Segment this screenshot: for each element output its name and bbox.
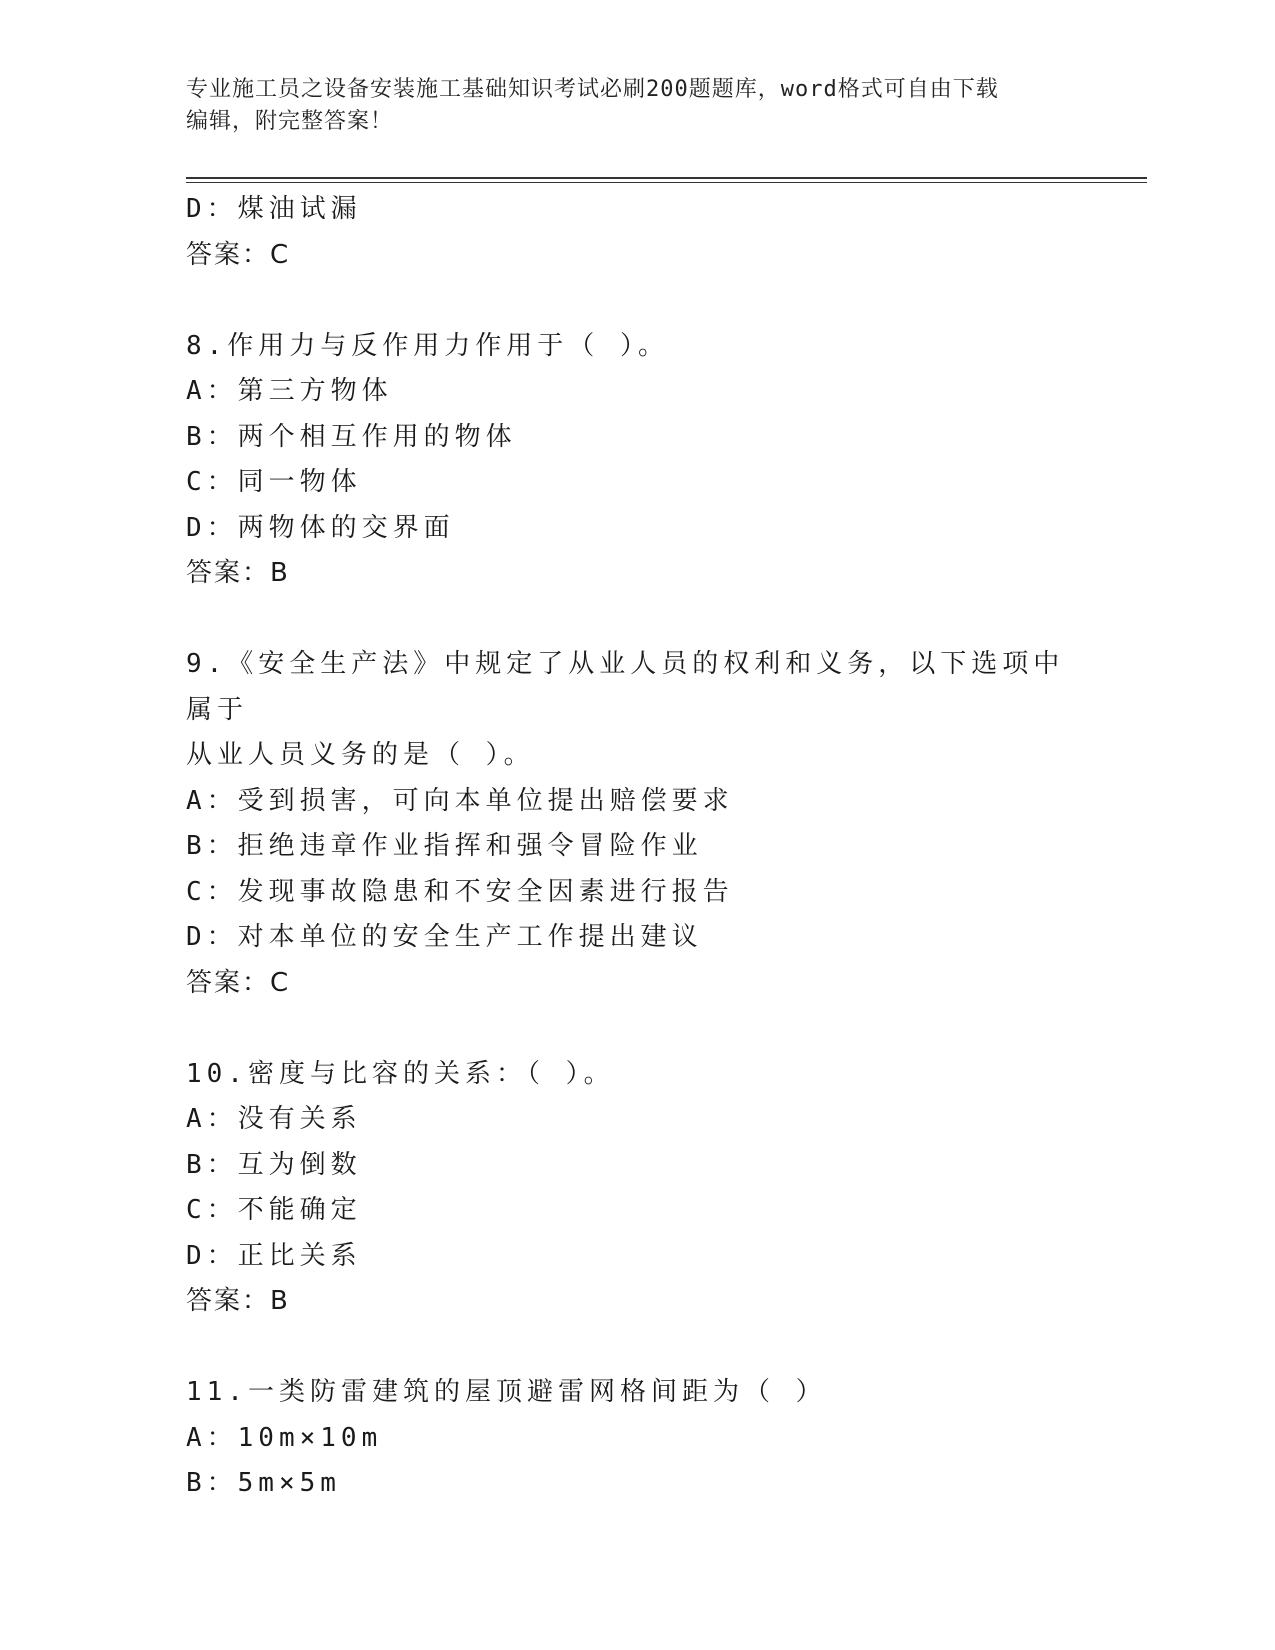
option-a: A：10m×10m xyxy=(186,1422,383,1453)
option-c: C：发现事故隐患和不安全因素进行报告 xyxy=(186,876,734,907)
question-8 xyxy=(186,324,1086,597)
spacer xyxy=(186,1325,1086,1371)
question-text: 11.一类防雷建筑的屋顶避雷网格间距为（ ） xyxy=(186,1377,827,1407)
option-b: B：两个相互作用的物体 xyxy=(186,421,517,452)
question-text: 8.作用力与反作用力作用于（ ）。 xyxy=(186,330,669,361)
document-header xyxy=(186,74,1066,138)
question-11 xyxy=(186,1370,1086,1507)
option-d: D：两物体的交界面 xyxy=(186,512,455,543)
question-10 xyxy=(186,1052,1086,1325)
spacer xyxy=(186,1006,1086,1052)
prev-answer: 答案：C xyxy=(186,239,291,270)
option-a: A：没有关系 xyxy=(186,1104,362,1134)
answer: 答案：B xyxy=(186,558,290,588)
option-c: C：不能确定 xyxy=(186,1195,362,1225)
prev-option-d: D：煤油试漏 xyxy=(186,194,362,224)
header-divider-thin xyxy=(186,182,1147,183)
header-title-line-2: 编辑，附完整答案！ xyxy=(186,109,394,134)
option-c: C：同一物体 xyxy=(186,467,362,497)
question-text-line-2: 从业人员义务的是（ ）。 xyxy=(186,740,535,770)
option-d: D：对本单位的安全生产工作提出建议 xyxy=(186,922,703,952)
question-list xyxy=(186,187,1086,1507)
answer: 答案：B xyxy=(186,1286,290,1316)
option-a: A：第三方物体 xyxy=(186,376,393,406)
option-b: B：拒绝违章作业指挥和强令冒险作业 xyxy=(186,831,703,861)
question-9 xyxy=(186,642,1086,1006)
option-d: D：正比关系 xyxy=(186,1240,362,1271)
answer: 答案：C xyxy=(186,967,291,998)
spacer xyxy=(186,278,1086,324)
spacer xyxy=(186,597,1086,643)
option-b: B：5m×5m xyxy=(186,1468,341,1498)
option-a: A：受到损害，可向本单位提出赔偿要求 xyxy=(186,785,734,816)
header-title-line-1: 专业施工员之设备安装施工基础知识考试必刷200题题库，word格式可自由下载 xyxy=(186,77,999,102)
option-b: B：互为倒数 xyxy=(186,1149,362,1180)
question-text-line-1: 9.《安全生产法》中规定了从业人员的权利和义务，以下选项中属于 xyxy=(186,649,1065,725)
question-text: 10.密度与比容的关系：（ ）。 xyxy=(186,1058,615,1089)
header-divider-thick xyxy=(186,177,1147,179)
